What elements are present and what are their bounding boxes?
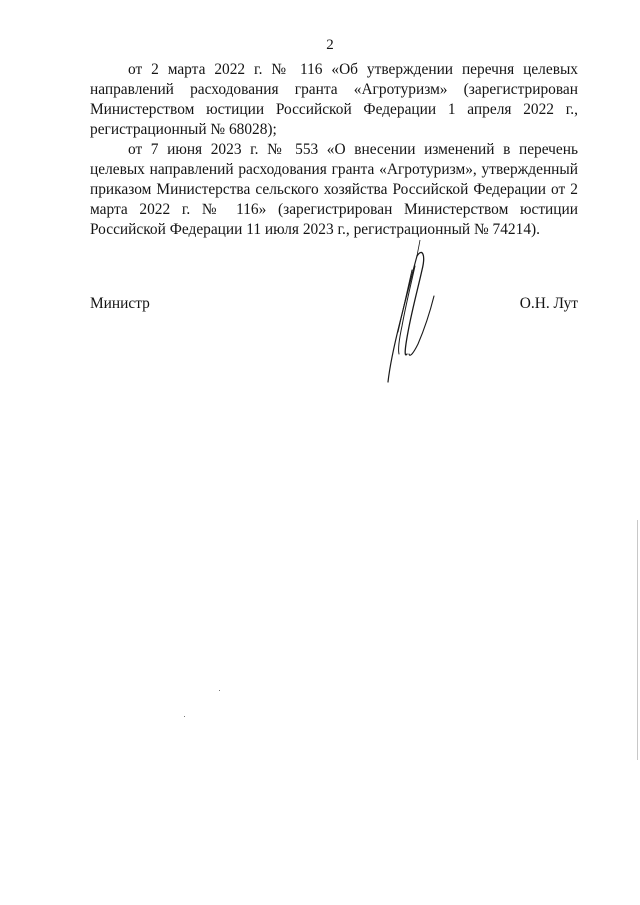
- scan-edge-line: [637, 520, 638, 760]
- scan-speck: [184, 716, 185, 717]
- page-number: 2: [326, 37, 334, 53]
- paragraph-order-553: от 7 июня 2023 г. № 553 «О внесении изменений в перечень целевых направлений расходования гранта «Агротуризм», утвержденный приказом Министерства сельского хозяйства Российской Федерации от 2 марта 2022 г. № 116» (зарегистрирован Министерством юстиции Российской Федерации 11 июля 2023 г., регистрационный № 74214).: [90, 141, 578, 238]
- handwritten-signature: [368, 240, 448, 390]
- document-body: [90, 60, 578, 240]
- signatory-name: О.Н. Лут: [519, 295, 578, 312]
- paragraph-order-116: от 2 марта 2022 г. № 116 «Об утверждении перечня целевых направлений расходования гранта «Агротуризм» (зарегистрирован Министерством юстиции Российской Федерации 1 апреля 2022 г., регистрационный № 68028);: [90, 61, 578, 138]
- signatory-position: Министр: [90, 295, 150, 312]
- scan-speck: [219, 690, 220, 691]
